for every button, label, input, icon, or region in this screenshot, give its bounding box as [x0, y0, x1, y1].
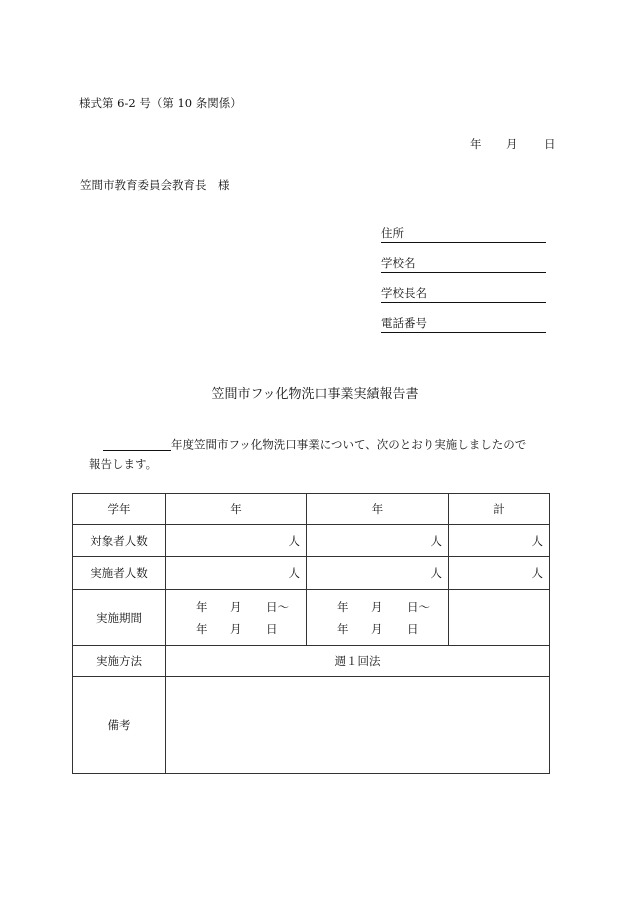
phone-number-label: 電話番号 — [381, 316, 427, 330]
method-row — [73, 646, 550, 677]
principal-name-label: 学校長名 — [381, 286, 427, 300]
header-grade-col1: 年 — [166, 494, 307, 525]
date-day: 日 — [544, 137, 556, 151]
participant-count-col1[interactable]: 人 — [166, 557, 307, 590]
body-text-line1-content: 年度笠間市フッ化物洗口事業について、次のとおり実施しましたので — [171, 437, 527, 452]
participant-count-label: 実施者人数 — [73, 557, 166, 590]
date-line — [470, 139, 556, 151]
document-title: 笠間市フッ化物洗口事業実績報告書 — [211, 387, 419, 402]
date-year: 年 — [470, 137, 482, 151]
address-field[interactable] — [381, 228, 546, 243]
period-col1-from: 年 月 日〜 — [196, 599, 289, 614]
remarks-value[interactable] — [166, 677, 550, 774]
school-name-label: 学校名 — [381, 256, 416, 270]
phone-number-field[interactable] — [381, 318, 546, 333]
remarks-row — [73, 677, 550, 774]
period-total[interactable] — [449, 590, 550, 646]
period-row — [73, 590, 550, 646]
fiscal-year-blank[interactable] — [103, 437, 171, 451]
date-month: 月 — [506, 137, 518, 151]
report-table — [72, 493, 550, 774]
body-text-line2: 報告します。 — [89, 457, 158, 471]
table-header-row — [73, 494, 550, 525]
period-col2-from: 年 月 日〜 — [337, 599, 430, 614]
remarks-label: 備考 — [73, 677, 166, 774]
recipient: 笠間市教育委員会教育長 様 — [80, 178, 230, 192]
header-grade: 学年 — [73, 494, 166, 525]
header-total: 計 — [449, 494, 550, 525]
header-grade-col2: 年 — [307, 494, 449, 525]
period-col1[interactable] — [166, 590, 307, 646]
method-value[interactable]: 週１回法 — [166, 646, 550, 677]
period-label: 実施期間 — [73, 590, 166, 646]
participant-count-total[interactable]: 人 — [449, 557, 550, 590]
body-text-line1 — [103, 437, 526, 451]
period-col2[interactable] — [307, 590, 449, 646]
participant-count-row — [73, 557, 550, 590]
target-count-col2[interactable]: 人 — [307, 525, 449, 557]
method-label: 実施方法 — [73, 646, 166, 677]
target-count-total[interactable]: 人 — [449, 525, 550, 557]
target-count-col1[interactable]: 人 — [166, 525, 307, 557]
period-col2-to: 年 月 日 — [337, 621, 419, 636]
address-label: 住所 — [381, 226, 404, 240]
principal-name-field[interactable] — [381, 288, 546, 303]
school-name-field[interactable] — [381, 258, 546, 273]
target-count-label: 対象者人数 — [73, 525, 166, 557]
form-number: 様式第 6-2 号（第 10 条関係） — [79, 96, 242, 110]
participant-count-col2[interactable]: 人 — [307, 557, 449, 590]
target-count-row — [73, 525, 550, 557]
period-col1-to: 年 月 日 — [196, 621, 278, 636]
